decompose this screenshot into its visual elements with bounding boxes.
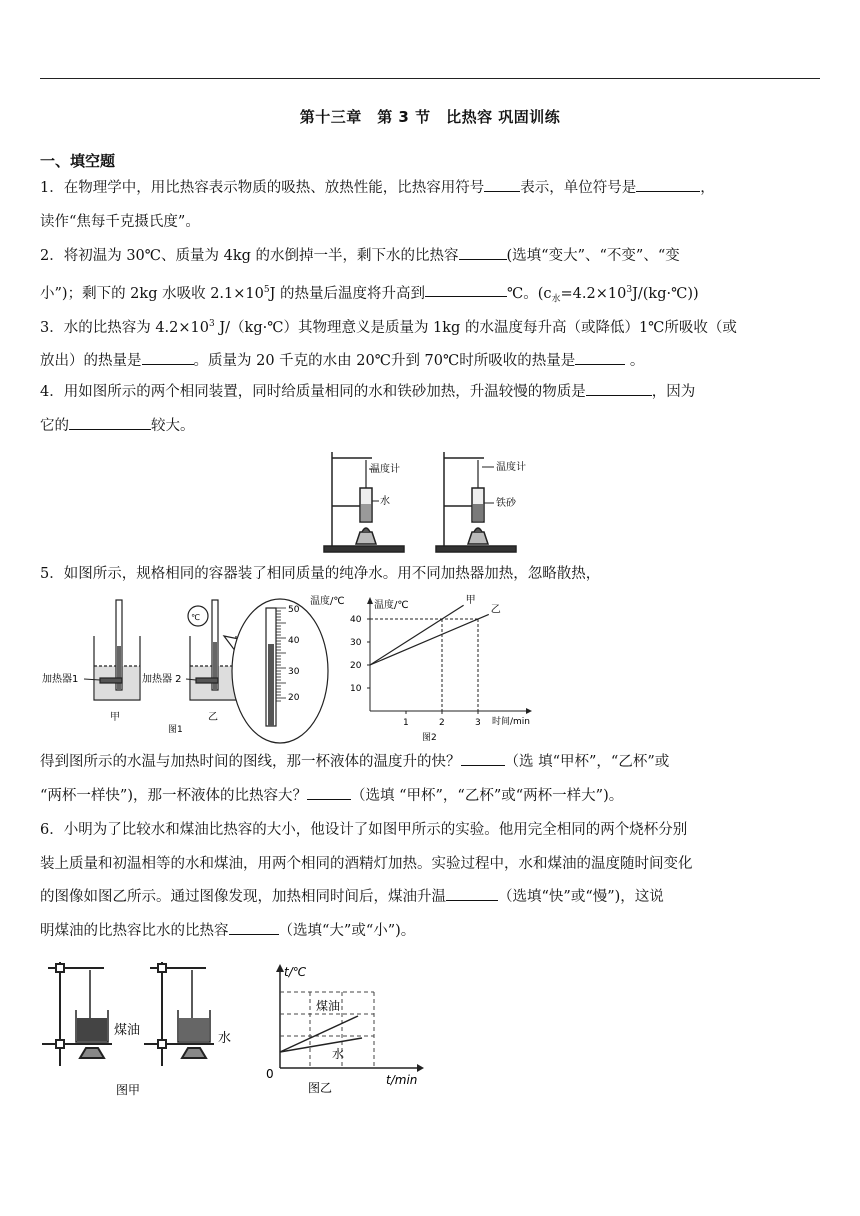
series-line	[370, 614, 489, 665]
figure-yi	[262, 956, 432, 1104]
water-line	[280, 1038, 362, 1052]
y-axis-label: t/℃	[284, 965, 307, 979]
cup-b-label: 乙	[208, 712, 218, 723]
setup-kerosene	[42, 962, 112, 1066]
kerosene-label: 煤油	[114, 1023, 141, 1038]
question-3: 3．水的比热容为 $4.2\times 10^3$ J/（kg·℃）其物理意义是质量为 1kg 的水温度每升高（或降低）1℃所吸收（或 放出）的热量是 。质量为 20 千克的水由 20℃升到 70℃时所吸收的热量是 。	[40, 319, 737, 370]
cup-a-label: 甲	[110, 712, 120, 723]
answer-blank[interactable]	[461, 751, 505, 766]
apparatus-figure	[320, 448, 550, 556]
figure-jia	[40, 956, 250, 1104]
water-label: 水	[380, 496, 390, 507]
thermometer-label: 温度计	[370, 464, 400, 475]
kerosene-line-label: 煤油	[316, 999, 341, 1013]
x-axis-label: t/min	[386, 1073, 418, 1087]
y-tick-label: 20	[350, 661, 362, 671]
question-6: 6．小明为了比较水和煤油比热容的大小，他设计了如图甲所示的实验。他用完全相同的两个烧杯分别 装上质量和初温相等的水和煤油，用两个相同的酒精灯加热。实验过程中，水和煤油的温度随时间变化 的图像如图乙所示。通过图像发现，加热相同时间后，煤油升温 （选填“快”或“慢”)，这说 明煤油的比热容比水的比热容 （选填“大”或“小”)。	[40, 822, 693, 939]
origin-label: 0	[266, 1067, 274, 1081]
answer-blank[interactable]	[142, 350, 194, 365]
answer-blank[interactable]	[636, 177, 700, 192]
water-label: 水	[218, 1031, 232, 1046]
setup-water	[144, 962, 214, 1066]
question-1: 1．在物理学中，用比热容表示物质的吸热、放热性能，比热容用符号 表示，单位符号是 ， 读作“焦每千克摄氏度”。	[40, 172, 822, 239]
answer-blank[interactable]	[446, 886, 498, 901]
series-label: 乙	[490, 604, 501, 616]
question-5: 5．如图所示，规格相同的容器装了相同质量的纯净水。用不同加热器加热，忽略散热，	[40, 566, 601, 582]
figure-2-chart	[340, 594, 540, 744]
scale-30: 30	[288, 667, 300, 677]
figure-jia-caption: 图甲	[116, 1083, 141, 1097]
temp-unit-label: 温度/℃	[310, 596, 345, 607]
answer-blank[interactable]	[425, 282, 507, 297]
figure-1	[40, 596, 345, 744]
iron-sand-label: 铁砂	[496, 498, 516, 509]
answer-blank[interactable]	[459, 245, 507, 260]
kerosene-line	[280, 1016, 358, 1052]
question-2: 2．将初温为 30℃、质量为 4kg 的水倒掉一半，剩下水的比热容 (选填“变大”、“不变”、“变 小”)；剩下的 2kg 水吸收 $2.1\times 10^5J$ 的热量后温度将升高到 ℃。$(c_水=4.2\times 10^3J/(kg\cdot℃))$	[40, 240, 822, 317]
water-line-label: 水	[332, 1047, 345, 1061]
scale-20: 20	[288, 693, 300, 703]
answer-blank[interactable]	[69, 415, 151, 430]
scale-50: 50	[288, 605, 300, 615]
series-label: 甲	[465, 595, 476, 607]
scale-40: 40	[288, 636, 300, 646]
section-heading: 一、填空题	[40, 152, 116, 170]
page-title: 第十三章 第 3 节 比热容 巩固训练	[299, 108, 561, 126]
y-tick-label: 40	[350, 615, 362, 625]
x-axis-label: 时间/min	[492, 717, 531, 727]
x-tick-label: 2	[439, 718, 445, 728]
celsius-badge: ℃	[191, 613, 200, 622]
figure-yi-caption: 图乙	[308, 1081, 333, 1095]
beaker-a	[94, 600, 140, 700]
answer-blank[interactable]	[229, 920, 279, 935]
y-tick-label: 30	[350, 638, 362, 648]
x-tick-label: 3	[475, 718, 481, 728]
y-axis-label: 温度/℃	[374, 600, 409, 611]
y-tick-label: 10	[350, 684, 362, 694]
answer-blank[interactable]	[575, 350, 625, 365]
answer-blank[interactable]	[484, 177, 520, 192]
header-rule	[40, 78, 820, 79]
answer-blank[interactable]	[307, 785, 351, 800]
heater-1-label: 加热器1	[42, 674, 79, 685]
heater-2-label: 加热器 2	[142, 674, 182, 685]
question-5-continued: 得到图所示的水温与加热时间的图线，那一杯液体的温度升的快？ （选 填“甲杯”，“乙杯”或 “两杯一样快”)，那一杯液体的比热容大？ （选填 “甲杯”，“乙杯”或“两杯一样大”)。	[40, 746, 822, 813]
x-tick-label: 1	[403, 718, 409, 728]
figure-1-caption: 图1	[168, 725, 183, 735]
figure-2-caption: 图2	[422, 733, 437, 743]
question-4: 4．用如图所示的两个相同装置，同时给质量相同的水和铁砂加热，升温较慢的物质是 ，因为 它的 较大。	[40, 376, 822, 443]
thermometer-label: 温度计	[496, 462, 526, 473]
answer-blank[interactable]	[586, 381, 652, 396]
series-line	[370, 605, 464, 665]
